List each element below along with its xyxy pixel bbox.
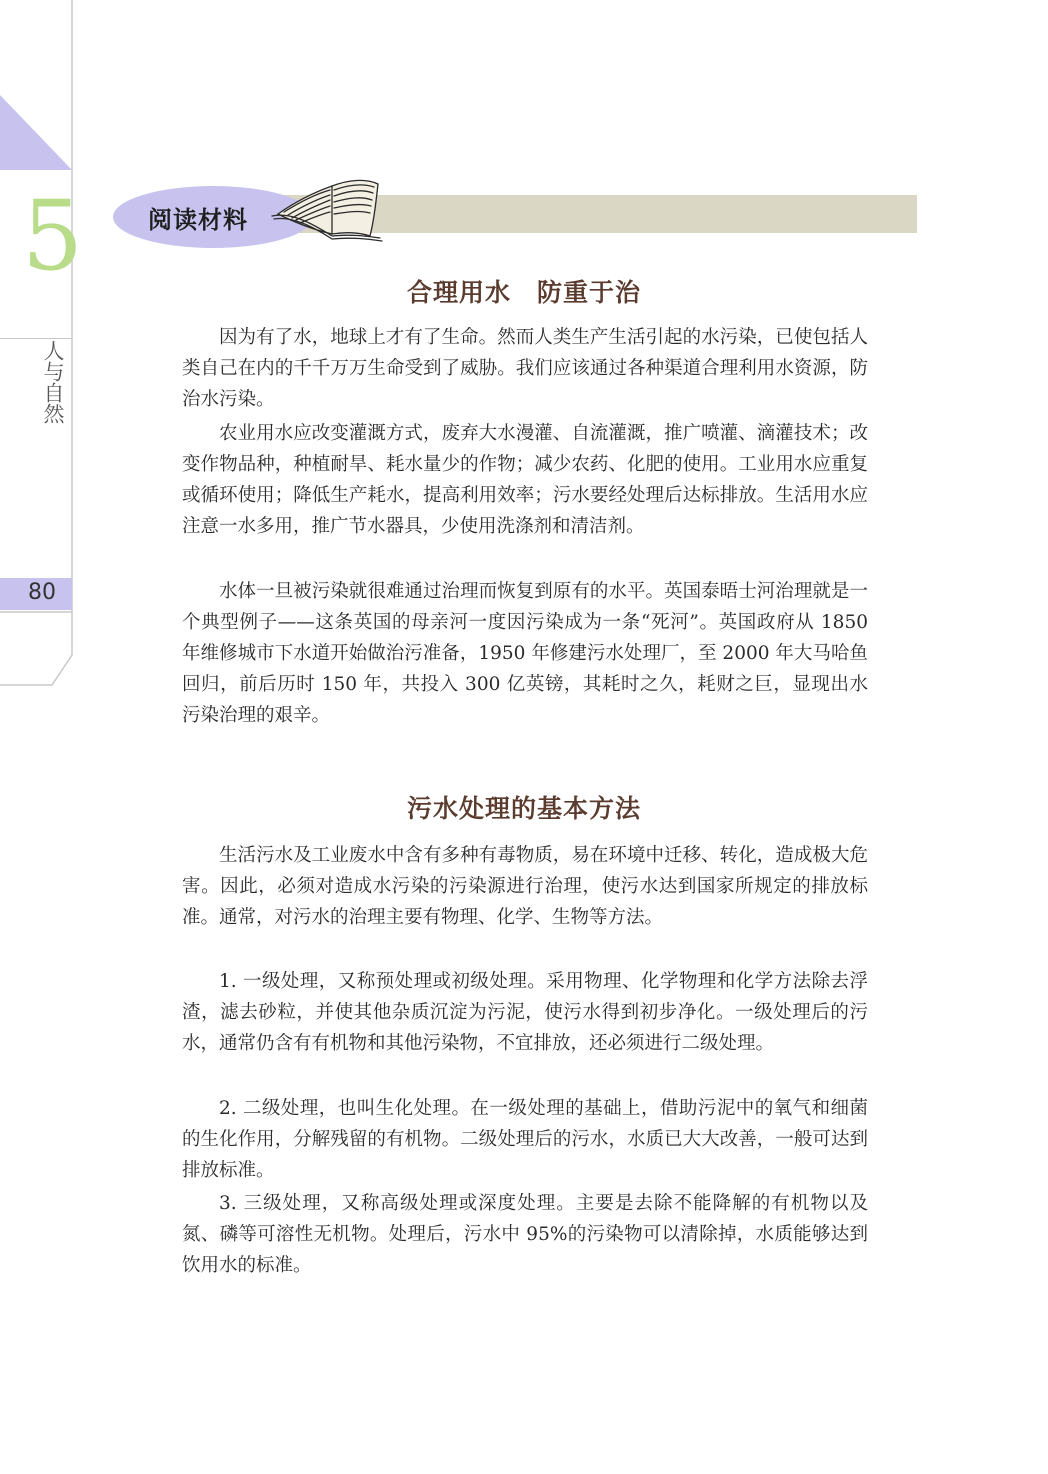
page-number: 80 [28,580,56,605]
paragraph: 1. 一级处理，又称预处理或初级处理。采用物理、化学物理和化学方法除去浮渣，滤去砂粒，并使其他杂质沉淀为污泥，使污水得到初步净化。一级处理后的污水，通常仍含有有机物和其他污染物，不宜排放，还必须进行二级处理。 [182,971,868,1054]
chapter-number: 5 [22,180,84,292]
paragraph: 农业用水应改变灌溉方式，废弃大水漫灌、自流灌溉，推广喷灌、滴灌技术；改变作物品种，种植耐旱、耗水量少的作物；减少农药、化肥的使用。工业用水应重复或循环使用；降低生产耗水，提高利用效率；污水要经处理后达标排放。生活用水应注意一水多用，推广节水器具，少使用洗涤剂和清洁剂。 [182,423,868,537]
header-label: 阅读材料 [148,206,248,234]
paragraph: 生活污水及工业废水中含有多种有毒物质，易在环境中迁移、转化，造成极大危害。因此，必须对造成水污染的污染源进行治理，使污水达到国家所规定的排放标准。通常，对污水的治理主要有物理、化学、生物等方法。 [182,845,868,928]
paragraph: 因为有了水，地球上才有了生命。然而人类生产生活引起的水污染，已使包括人类自己在内的千千万万生命受到了威胁。我们应该通过各种渠道合理利用水资源，防治水污染。 [182,327,868,410]
chapter-divider [0,338,72,339]
paragraph: 2. 二级处理，也叫生化处理。在一级处理的基础上，借助污泥中的氧气和细菌的生化作用，分解残留的有机物。二级处理后的污水，水质已大大改善，一般可达到排放标准。 [182,1098,868,1181]
open-book-icon [270,172,385,242]
section-title-1: 合理用水 防重于治 [406,278,641,307]
chapter-title: 人与自然 [41,340,65,424]
section-title-2: 污水处理的基本方法 [406,794,641,823]
paragraph: 水体一旦被污染就很难通过治理而恢复到原有的水平。英国泰晤士河治理就是一个典型例子——这条英国的母亲河一度因污染成为一条“死河”。英国政府从 1850 年维修城市下水道开始做治污准备，1950 年修建污水处理厂，至 2000 年大马哈鱼回归，前后历时 150 年，共投入 300 亿英镑，其耗时之久，耗财之巨，显现出水污染治理的艰辛。 [182,581,868,726]
paragraph: 3. 三级处理，又称高级处理或深度处理。主要是去除不能降解的有机物以及氮、磷等可溶性无机物。处理后，污水中 95%的污染物可以清除掉，水质能够达到饮用水的标准。 [182,1193,868,1276]
